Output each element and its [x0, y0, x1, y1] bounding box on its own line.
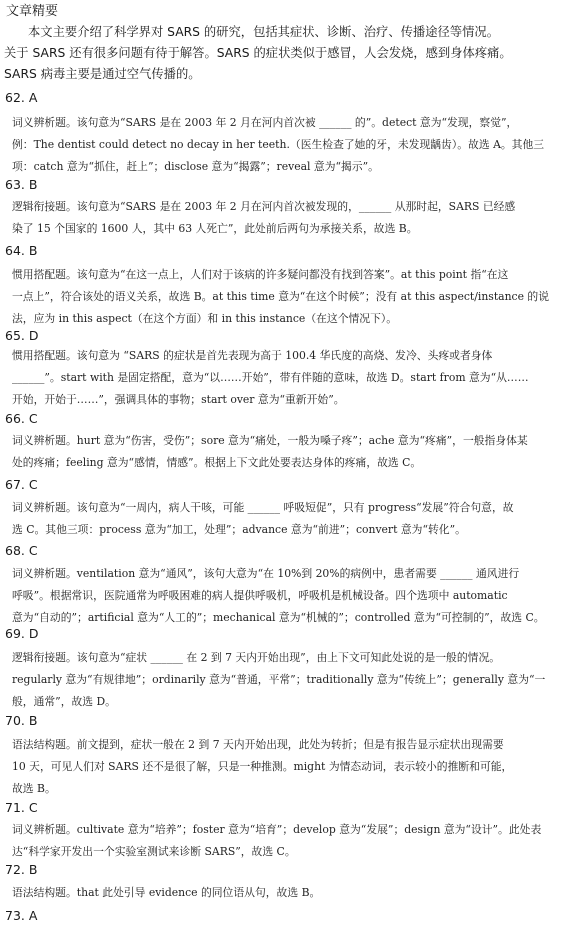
- explanation-line: 意为“自动的”；artificial 意为“人工的”；mechanical 意为“机械的”；controlled 意为“可控制的”，故选 C。: [12, 611, 545, 624]
- explanation-line: ______”。start with 是固定搭配，意为“以……开始”，带有伴随的意味，故选 D。start from 意为“从……: [12, 371, 529, 384]
- explanation-line: 呼吸”。根据常识，医院通常为呼吸困难的病人提供呼吸机，呼吸机是机械设备。四个选项中 automatic: [12, 589, 508, 602]
- explanation: [12, 196, 574, 240]
- explanation-line: 例：The dentist could detect no decay in her teeth.（医生检查了她的牙，未发现龋齿）。故选 A。其他三: [12, 138, 545, 151]
- explanation-line: 惯用搭配题。该句意为“在这一点上，人们对于该病的许多疑问都没有找到答案”。at this point 指“在这: [12, 268, 509, 281]
- explanation-line: 惯用搭配题。该句意为 “SARS 的症状是首先表现为高于 100.4 华氏度的高烧、发冷、头疼或者身体: [12, 349, 493, 362]
- explanation-line: 词义辨析题。该句意为“一周内，病人干咳，可能 ______ 呼吸短促”，只有 progress“发展”符合句意，故: [12, 501, 514, 514]
- question-number: 64. B: [5, 243, 38, 258]
- summary-line: SARS 病毒主要是通过空气传播的。: [4, 67, 201, 81]
- summary-line: 本文主要介绍了科学界对 SARS 的研究，包括其症状、诊断、治疗、传播途径等情况。: [28, 25, 500, 39]
- explanation-line: 10 天，可见人们对 SARS 还不是很了解，只是一种推测。might 为情态动词，表示较小的推断和可能，: [12, 760, 513, 773]
- explanation-line: 词义辨析题。hurt 意为“伤害，受伤”；sore 意为“痛处，一般为嗓子疼”；ache 意为“疼痛”，一般指身体某: [12, 434, 528, 447]
- explanation-line: 逻辑衔接题。该句意为“症状 ______ 在 2 到 7 天内开始出现”，由上下文可知此处说的是一般的情况。: [12, 651, 501, 664]
- section-title: 文章精要: [6, 4, 59, 19]
- question-number: 68. C: [5, 543, 38, 558]
- explanation-line: 项：catch 意为“抓住，赶上”；disclose 意为“揭露”；reveal 意为“揭示”。: [12, 160, 379, 173]
- explanation: [12, 497, 574, 541]
- summary-line: 关于 SARS 还有很多问题有待于解答。SARS 的症状类似于感冒，人会发烧，感到身体疼痛。: [4, 46, 512, 60]
- explanation: [12, 734, 574, 800]
- explanation-line: 处的疼痛；feeling 意为“感情，情感”。根据上下文此处要表达身体的疼痛，故选 C。: [12, 456, 422, 469]
- explanation-line: 逻辑衔接题。该句意为“SARS 是在 2003 年 2 月在河内首次被发现的，______ 从那时起，SARS 已经感: [12, 200, 516, 213]
- explanation: [12, 430, 574, 474]
- question-number: 62. A: [5, 90, 38, 105]
- explanation: [12, 882, 574, 904]
- explanation: [12, 264, 574, 330]
- explanation-line: 染了 15 个国家的 1600 人，其中 63 人死亡”，此处前后两句为承接关系，故选 B。: [12, 222, 418, 235]
- question-number: 69. D: [5, 626, 39, 641]
- question-number: 72. B: [5, 862, 38, 877]
- question-number: 63. B: [5, 177, 38, 192]
- explanation: [12, 112, 574, 178]
- question-number: 65. D: [5, 328, 39, 343]
- explanation-line: 语法结构题。that 此处引导 evidence 的同位语从句，故选 B。: [12, 886, 321, 899]
- explanation: [12, 345, 574, 411]
- explanation-line: regularly 意为“有规律地”；ordinarily 意为“普通，平常”；traditionally 意为“传统上”；generally 意为“一: [12, 673, 546, 686]
- question-number: 66. C: [5, 411, 38, 426]
- explanation: [12, 563, 574, 629]
- question-number: 71. C: [5, 800, 38, 815]
- explanation: [12, 647, 574, 713]
- explanation-line: 词义辨析题。该句意为“SARS 是在 2003 年 2 月在河内首次被 ______ 的”。detect 意为“发现，察觉”，: [12, 116, 518, 129]
- summary-paragraph: [4, 22, 576, 85]
- question-number: 67. C: [5, 477, 38, 492]
- question-number: 70. B: [5, 713, 38, 728]
- explanation-line: 一点上”，符合该处的语义关系，故选 B。at this time 意为“在这个时候”；没有 at this aspect/instance 的说: [12, 290, 550, 303]
- question-number: 73. A: [5, 908, 38, 923]
- explanation-line: 选 C。其他三项：process 意为“加工，处理”；advance 意为“前进”；convert 意为“转化”。: [12, 523, 466, 536]
- explanation-line: 达“科学家开发出一个实验室测试来诊断 SARS”，故选 C。: [12, 845, 296, 858]
- explanation-line: 般，通常”，故选 D。: [12, 695, 116, 708]
- explanation-line: 语法结构题。前文提到，症状一般在 2 到 7 天内开始出现，此处为转折；但是有报告显示症状出现需要: [12, 738, 504, 751]
- explanation-line: 词义辨析题。cultivate 意为“培养”；foster 意为“培育”；develop 意为“发展”；design 意为“设计”。此处表: [12, 823, 542, 836]
- explanation-line: 开始，开始于……”，强调具体的事物；start over 意为“重新开始”。: [12, 393, 345, 406]
- explanation-line: 故选 B。: [12, 782, 56, 795]
- explanation: [12, 819, 574, 863]
- explanation-line: 词义辨析题。ventilation 意为“通风”，该句大意为“在 10%到 20%的病例中，患者需要 ______ 通风进行: [12, 567, 520, 580]
- explanation-line: 法，应为 in this aspect（在这个方面）和 in this instance（在这个情况下）。: [12, 312, 398, 325]
